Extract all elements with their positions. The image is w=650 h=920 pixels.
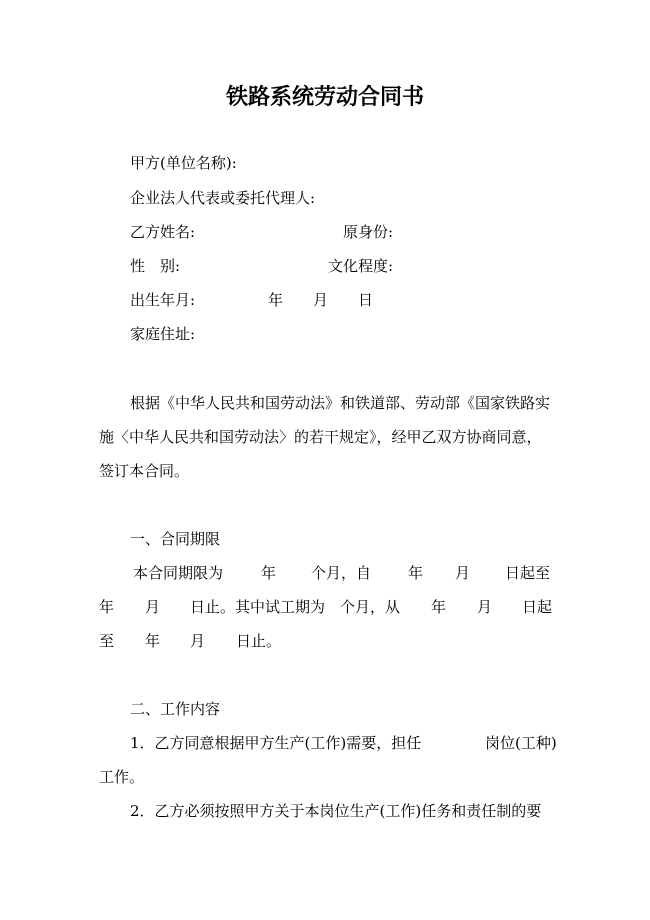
term-year-unit: 年 bbox=[408, 564, 424, 582]
work-item-2: 2．乙方必须按照甲方关于本岗位生产(工作)任务和责任制的要 bbox=[130, 802, 542, 820]
preamble-line: 根据《中华人民共和国劳动法》和铁道部、劳动部《国家铁路实 bbox=[130, 394, 551, 412]
education-label: 文化程度: bbox=[328, 257, 394, 275]
party-b-name-label: 乙方姓名: bbox=[130, 223, 196, 241]
term-month-unit: 月 bbox=[455, 564, 471, 582]
term-year-unit: 年 bbox=[431, 598, 447, 616]
birth-year-unit: 年 bbox=[268, 291, 284, 309]
work-item-1-continued: 工作。 bbox=[99, 768, 145, 786]
work-item-1-position: 岗位(工种) bbox=[485, 734, 557, 752]
term-text: 日起 bbox=[522, 598, 553, 616]
term-month-unit: 月 bbox=[190, 632, 206, 650]
address-label: 家庭住址: bbox=[130, 325, 196, 343]
section-heading: 二、工作内容 bbox=[130, 700, 221, 718]
term-year-unit: 年 bbox=[99, 598, 115, 616]
work-item-1: 1．乙方同意根据甲方生产(工作)需要，担任 bbox=[130, 734, 422, 752]
section-heading: 一、合同期限 bbox=[130, 530, 221, 548]
term-text: 个月，自 bbox=[311, 564, 372, 582]
birth-day-unit: 日 bbox=[358, 291, 374, 309]
page-title: 铁路系统劳动合同书 bbox=[225, 84, 424, 110]
birth-month-unit: 月 bbox=[313, 291, 329, 309]
gender-label: 性 别: bbox=[130, 257, 181, 275]
original-identity-label: 原身份: bbox=[343, 223, 394, 241]
term-year-unit: 年 bbox=[261, 564, 277, 582]
party-a-label: 甲方(单位名称): bbox=[130, 154, 237, 172]
term-month-unit: 月 bbox=[145, 598, 161, 616]
representative-label: 企业法人代表或委托代理人: bbox=[130, 189, 316, 207]
term-text: 日止。其中试工期为 bbox=[190, 598, 326, 616]
term-month-unit: 月 bbox=[477, 598, 493, 616]
term-year-unit: 年 bbox=[145, 632, 161, 650]
preamble-line: 施〈中华人民共和国劳动法〉的若干规定》，经甲乙双方协商同意， bbox=[99, 428, 542, 446]
term-text: 至 bbox=[99, 632, 115, 650]
term-text: 个月，从 bbox=[340, 598, 401, 616]
birth-date-label: 出生年月: bbox=[130, 291, 196, 309]
term-text: 本合同期限为 bbox=[133, 564, 224, 582]
term-text: 日止。 bbox=[236, 632, 282, 650]
term-text: 日起至 bbox=[505, 564, 551, 582]
preamble-line: 签订本合同。 bbox=[99, 462, 190, 480]
